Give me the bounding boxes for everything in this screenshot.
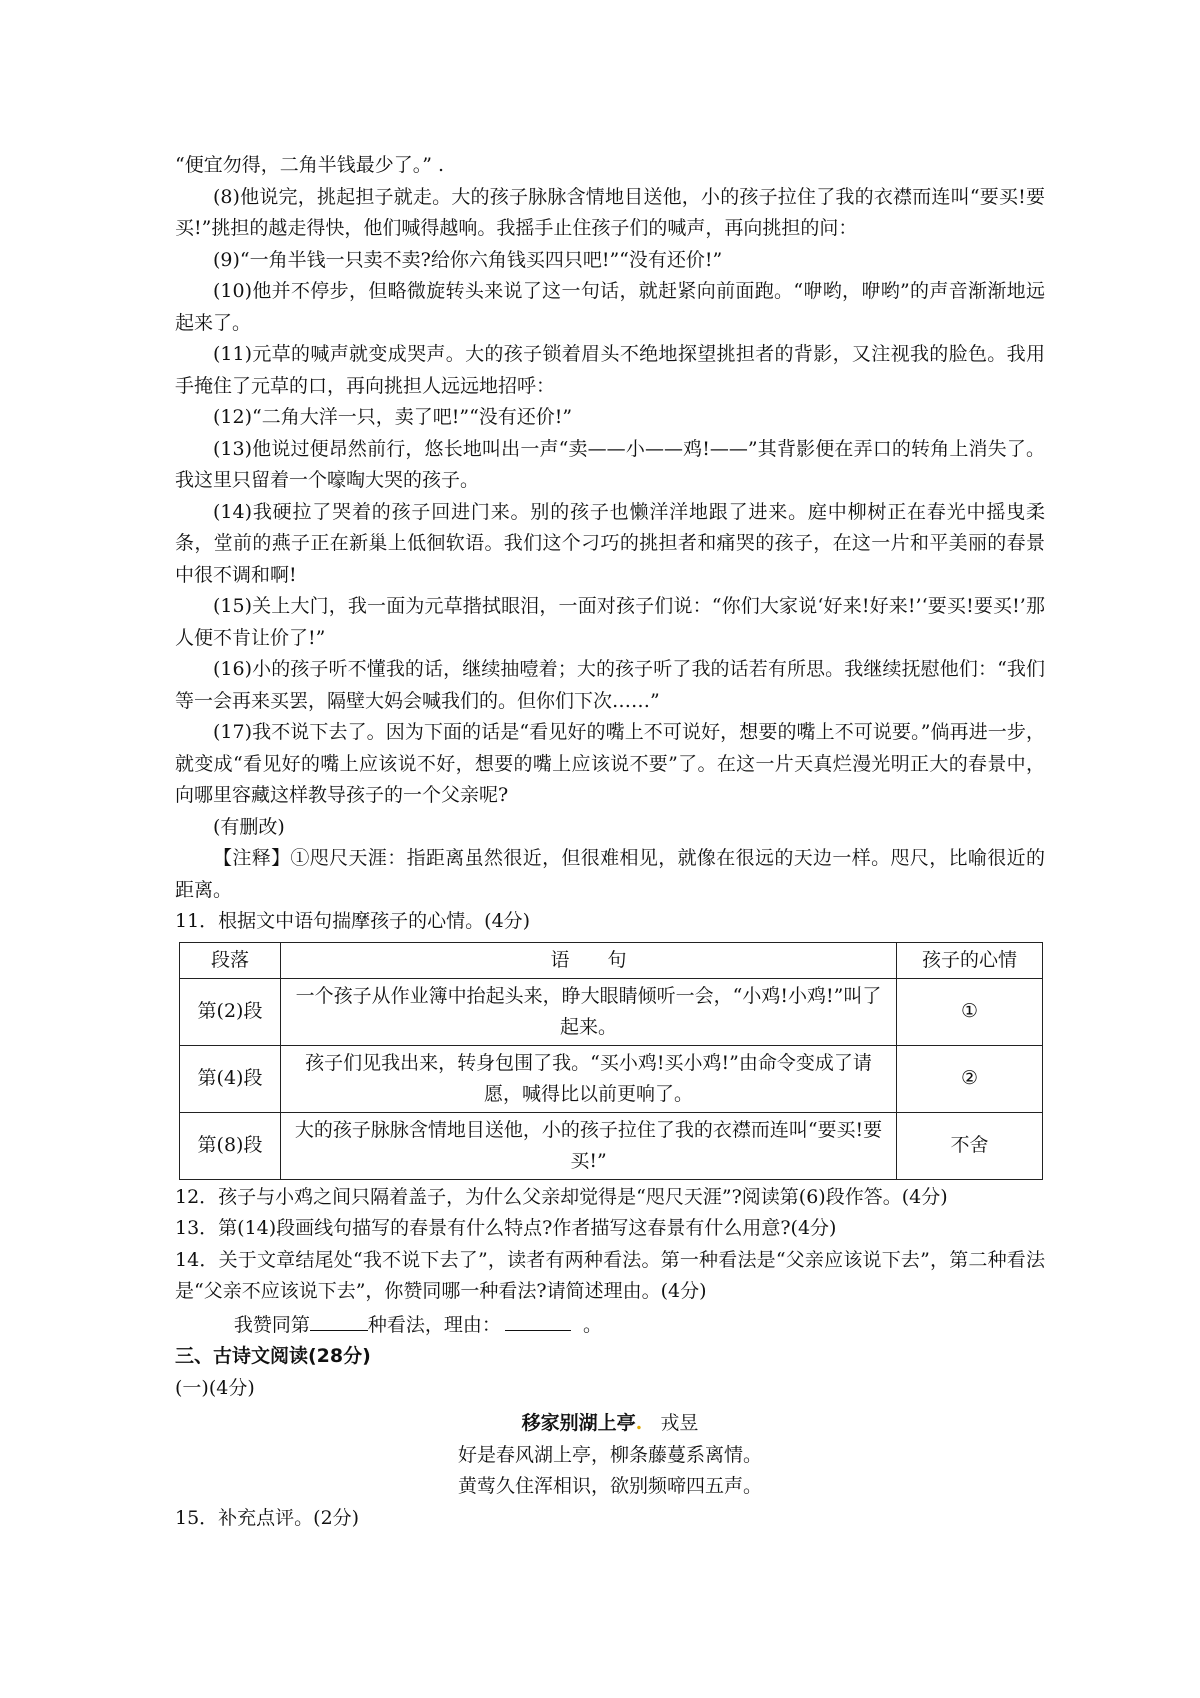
table-cell-paragraph: 第(2)段 — [180, 978, 281, 1045]
passage-paragraph: (8)他说完，挑起担子就走。大的孩子脉脉含情地目送他，小的孩子拉住了我的衣襟而连叫“要买!要买!”挑担的越走得快，他们喊得越响。我摇手止住孩子们的喊声，再向挑担的问： — [175, 185, 1045, 239]
passage-paragraph: (13)他说过便昂然前行，悠长地叫出一声“卖——小——鸡!——”其背影便在弄口的转角上消失了。我这里只留着一个嚎啕大哭的孩子。 — [175, 437, 1045, 491]
table-header: 语 句 — [281, 942, 897, 978]
document-page — [175, 150, 1045, 1534]
table-cell-sentence: 孩子们见我出来，转身包围了我。“买小鸡!买小鸡!”由命令变成了请愿，喊得比以前更响了。 — [281, 1045, 897, 1112]
table-cell-mood: 不舍 — [897, 1112, 1043, 1179]
table-header-row — [180, 942, 1043, 978]
sub-section-title: (一)(4分) — [175, 1376, 255, 1399]
table-cell-paragraph: 第(8)段 — [180, 1112, 281, 1179]
answer-suffix: 。 — [583, 1313, 603, 1336]
table-cell-sentence: 大的孩子脉脉含情地目送他，小的孩子拉住了我的衣襟而连叫“要买!要买!” — [281, 1112, 897, 1179]
passage-paragraph: (16)小的孩子听不懂我的话，继续抽噎着；大的孩子听了我的话若有所思。我继续抚慰他们：“我们等一会再来买罢，隔壁大妈会喊我们的。但你们下次……” — [175, 658, 1045, 712]
table-cell-mood: ① — [897, 978, 1043, 1045]
poem-line: 黄莺久住浑相识，欲别频啼四五声。 — [457, 1475, 762, 1497]
passage-paragraph: (12)“二角大洋一只，卖了吧!”“没有还价!” — [213, 406, 573, 428]
section-title: 三、古诗文阅读(28分) — [175, 1345, 371, 1367]
mark-dot: . — [635, 1412, 643, 1434]
question-12: 12．孩子与小鸡之间只隔着盖子，为什么父亲却觉得是“咫尺天涯”?阅读第(6)段作答。(4分) — [175, 1185, 948, 1208]
answer-blank-choice[interactable] — [310, 1308, 368, 1331]
table-header: 段落 — [180, 942, 281, 978]
question-11: 11．根据文中语句揣摩孩子的心情。(4分) — [175, 910, 531, 932]
poem-author: 戎昱 — [660, 1412, 699, 1434]
passage-paragraph: “便宜勿得，二角半钱最少了。” . — [175, 154, 445, 176]
passage-paragraph: (10)他并不停步，但略微旋转头来说了这一句话，就赶紧向前面跑。“咿哟，咿哟”的声音渐渐地远起来了。 — [175, 280, 1045, 334]
table-cell-mood: ② — [897, 1045, 1043, 1112]
passage-paragraph: (14)我硬拉了哭着的孩子回进门来。别的孩子也懒洋洋地跟了进来。庭中柳树正在春光中摇曳柔条，堂前的燕子正在新巢上低徊软语。我们这个刁巧的挑担者和痛哭的孩子，在这一片和平美丽的春景中很不调和啊! — [175, 500, 1045, 586]
reading-passage — [175, 150, 1045, 938]
table-header: 孩子的心情 — [897, 942, 1043, 978]
question-14: 14．关于文章结尾处“我不说下去了”，读者有两种看法。第一种看法是“父亲应该说下去”，第二种看法是“父亲不应该说下去”，你赞同哪一种看法?请简述理由。(4分) — [175, 1248, 1045, 1302]
passage-paragraph: (11)元草的喊声就变成哭声。大的孩子锁着眉头不绝地探望挑担者的背影，又注视我的脸色。我用手掩住了元草的口，再向挑担人远远地招呼： — [175, 343, 1045, 397]
poem-heading — [175, 1408, 1045, 1440]
passage-paragraph: (15)关上大门，我一面为元草揩拭眼泪，一面对孩子们说：“你们大家说‘好来!好来!’‘要买!要买!’那人便不肯让价了!” — [175, 595, 1045, 649]
poem-line: 好是春风湖上亭，柳条藤蔓系离情。 — [457, 1443, 762, 1466]
table-row — [180, 1112, 1043, 1179]
passage-paragraph: (9)“一角半钱一只卖不卖?给你六角钱买四只吧!”“没有还价!” — [213, 248, 723, 271]
table-cell-paragraph: 第(4)段 — [180, 1045, 281, 1112]
answer-prefix: 我赞同第 — [233, 1313, 310, 1336]
table-row — [180, 978, 1043, 1045]
answer-line — [175, 1308, 1045, 1342]
answer-blank-reason[interactable] — [505, 1308, 571, 1331]
poem-title: 移家别湖上亭 — [521, 1412, 636, 1434]
mood-table — [179, 942, 1043, 1180]
question-15: 15．补充点评。(2分) — [175, 1506, 360, 1529]
passage-paragraph: (17)我不说下去了。因为下面的话是“看见好的嘴上不可说好，想要的嘴上不可说要。”倘再进一步，就变成“看见好的嘴上应该说不好，想要的嘴上应该说不要”了。在这一片天真烂漫光明正大的春景中，向哪里容藏这样教导孩子的一个父亲呢? — [175, 721, 1045, 806]
table-cell-sentence: 一个孩子从作业簿中抬起头来，睁大眼睛倾听一会，“小鸡!小鸡!”叫了起来。 — [281, 978, 897, 1045]
source-note: (有删改) — [213, 815, 285, 838]
answer-middle: 种看法，理由： — [367, 1313, 501, 1336]
table-row — [180, 1045, 1043, 1112]
question-13: 13．第(14)段画线句描写的春景有什么特点?作者描写这春景有什么用意?(4分) — [175, 1217, 837, 1239]
footnote: 【注释】①咫尺天涯：指距离虽然很近，但很难相见，就像在很远的天边一样。咫尺，比喻很近的距离。 — [175, 847, 1045, 901]
